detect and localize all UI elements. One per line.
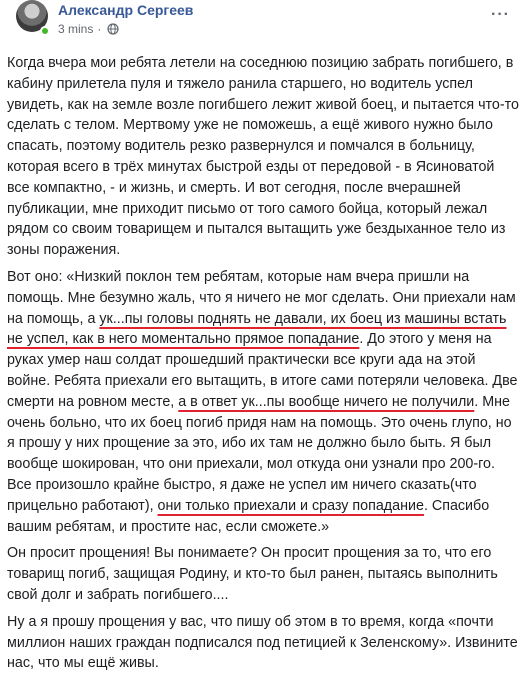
globe-icon[interactable]	[107, 23, 119, 35]
underlined-quote-1: ук...пы головы поднять не давали, их боец из машины встать не успел, как в него моментально прямое попадание	[7, 310, 507, 348]
post-header	[10, 0, 518, 46]
paragraph-3: Он просит прощения! Вы понимаете? Он просит прощения за то, что его товарищ погиб, защищая Родину, и кто-то был ранен, пытаясь выполнить свой долг и забрать погибшего....	[7, 545, 498, 603]
meta-separator: ·	[97, 22, 102, 36]
author-name[interactable]: Александр Сергеев	[58, 2, 194, 18]
paragraph-2	[7, 267, 520, 537]
p2-text-e: . Мне очень больно, что их боец погиб придя нам на помощь. Это очень глупо, но я прошу у них прощение за это, ибо их там не должно было быть. Я был вообще шокирован, что они приехали, мол откуда они узнали про 200-го. Все произошло крайне быстро, я даже не успел им ничего сказать(что прицельно работают),	[7, 393, 512, 514]
more-options-icon[interactable]: ···	[491, 6, 510, 23]
underlined-quote-3: они только приехали и сразу попадание	[157, 497, 424, 514]
p2-text-g: . Спасибо вашим ребятам, и простите нас, если сможете.»	[7, 497, 490, 535]
paragraph-1: Когда вчера мои ребята летели на соседнюю позицию забрать погибшего, в кабину прилетела пуля и тяжело ранила старшего, но водитель успел увидеть, как на земле возле погибшего лежит живой боец, и пытается что-то сделать с телом. Мертвому уже не поможешь, а ещё живого нужно было спасать, поэтому водитель резко развернулся и помчался в больницу, которая всего в трёх минутах быстрой езды от передовой - в Ясиноватой все компактно, - и жизнь, и смерть. И вот сегодня, после вчерашней публикации, мне приходит письмо от того самого бойца, который лежал рядом со своим товарищем и пытался вытащить уже бездыханное тело из зоны поражения.	[7, 55, 519, 259]
online-status-dot	[40, 26, 50, 36]
underlined-quote-2: а в ответ ук...пы вообще ничего не получили	[178, 393, 475, 410]
paragraph-4: Ну а я прошу прощения у вас, что пишу об этом в то время, когда «почти миллион наших граждан подписался под петицией к Зеленскому». Извините нас, что мы ещё живы.	[7, 613, 518, 672]
post-time[interactable]: 3 mins	[58, 22, 94, 36]
post-meta	[58, 22, 119, 36]
p2-text-a: Вот оно: «Низкий поклон тем ребятам, которые нам вчера пришли на помощь. Мне безумно жаль, что я ничего не мог сделать. Они приехали нам на помощь, а	[7, 268, 516, 327]
p2-text-c: . До этого у меня на руках умер наш солдат прошедший практически все круги ада на этой войне. Ребята приехали его вытащить, в итоге сами потеряли человека. Две смерти на ровном месте,	[7, 331, 518, 410]
post-body	[7, 53, 520, 675]
